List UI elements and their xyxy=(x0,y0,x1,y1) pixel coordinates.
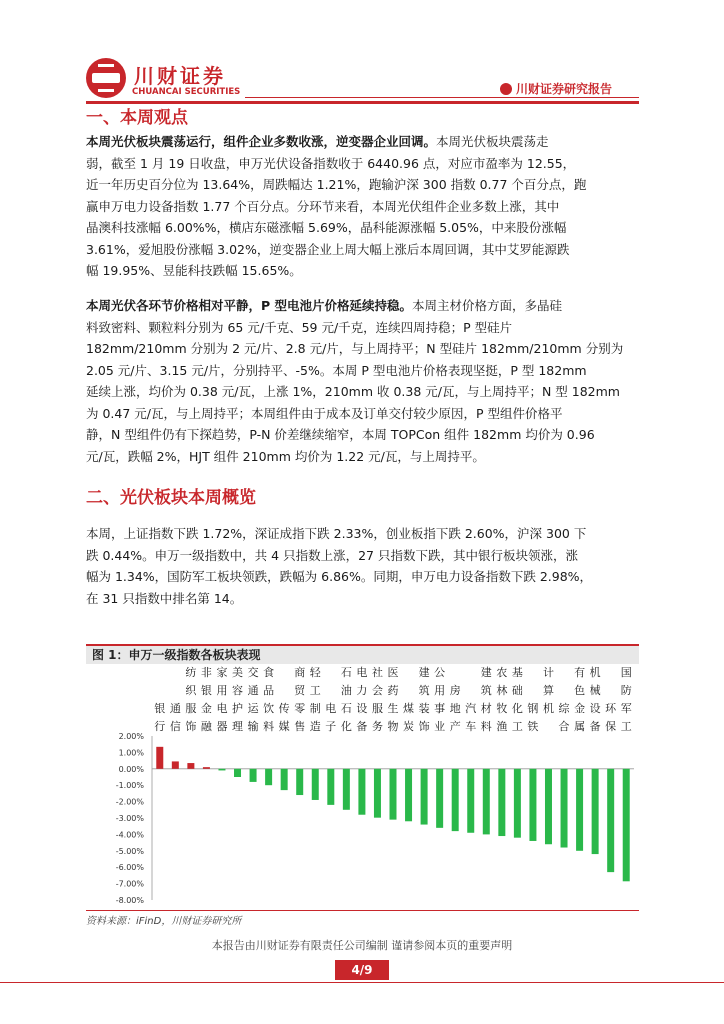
category-label: 信 xyxy=(169,720,181,733)
bar xyxy=(607,769,614,872)
category-label: 炭 xyxy=(403,720,415,733)
category-label: 设 xyxy=(589,702,601,715)
y-tick-label: -2.00% xyxy=(115,797,144,807)
section-2-p1-line: 本周，上证指数下跌 1.72%，深证成指下跌 2.33%，创业板指下跌 2.60%，沪深 300 下 xyxy=(86,526,587,541)
category-label: 非 xyxy=(200,666,212,679)
category-label: 农 xyxy=(496,666,508,679)
category-label: 煤 xyxy=(403,702,415,715)
category-label: 通 xyxy=(169,702,181,715)
bar xyxy=(529,769,536,841)
figure-source: 资料来源：iFinD，川财证券研究所 xyxy=(86,916,242,927)
y-tick-label: 0.00% xyxy=(118,764,144,774)
category-label: 料 xyxy=(263,720,275,733)
y-tick-label: -6.00% xyxy=(115,863,144,873)
figure-bottom-rule xyxy=(86,910,639,911)
category-label: 轻 xyxy=(309,666,321,679)
bar xyxy=(514,769,521,838)
section-1-p2-line: 料致密料、颗粒料分别为 65 元/千克、59 元/千克，连续四周持稳；P 型硅片 xyxy=(86,319,513,335)
category-label: 饰 xyxy=(185,720,197,733)
bar xyxy=(343,769,350,810)
category-label: 设 xyxy=(356,702,368,715)
category-label: 国 xyxy=(620,666,632,679)
section-1-p1-line: 近一年历史百分位为 13.64%，周跌幅达 1.21%，跑输沪深 300 指数 0.77 个百分点，跑 xyxy=(86,177,587,192)
bar xyxy=(218,769,225,771)
section-1-p1-line: 3.61%，爱旭股份涨幅 3.02%，逆变器企业上周大幅上涨后本周回调，其中艾罗能源跌 xyxy=(86,241,570,257)
category-label: 服 xyxy=(371,702,383,715)
category-label: 通 xyxy=(247,684,259,697)
category-label: 石 xyxy=(340,702,352,715)
report-logo-icon xyxy=(500,83,512,95)
category-label: 机 xyxy=(542,702,554,715)
category-label: 银 xyxy=(154,702,166,715)
category-label: 商 xyxy=(294,666,306,679)
bar xyxy=(358,769,365,815)
section-1-p2-line: 静，N 型组件仍有下探趋势，P-N 价差继续缩窄，本周 TOPCon 组件 182mm 均价为 0.96 xyxy=(86,427,595,442)
section-2-p1-line: 幅为 1.34%，国防军工板块领跌，跌幅为 6.86%。同期，申万电力设备指数下跌 2.98%， xyxy=(86,569,593,584)
bar-chart xyxy=(86,664,639,909)
category-label: 用 xyxy=(216,684,228,697)
y-tick-label: -5.00% xyxy=(115,846,144,856)
figure-title: 图 1：申万一级指数各板块表现 xyxy=(92,648,261,662)
category-label: 基 xyxy=(511,666,523,679)
category-label: 牧 xyxy=(496,702,508,715)
category-label: 备 xyxy=(356,720,368,733)
section-1-paragraph-2 xyxy=(86,295,639,467)
page-number: 4/9 xyxy=(335,960,389,980)
section-1-p2-line: 元/瓦，跌幅 2%，HJT 组件 210mm 均价为 1.22 元/瓦，与上周持平。 xyxy=(86,448,485,464)
bar xyxy=(545,769,552,844)
category-label: 金 xyxy=(200,702,212,715)
section-1-p1-line: 幅 19.95%、昱能科技跌幅 15.65%。 xyxy=(86,263,302,278)
section-1-p2-line: 182mm/210mm 分别为 2 元/片、2.8 元/片，与上周持平；N 型硅片 182mm/210mm 分别为 xyxy=(86,341,624,356)
category-label: 会 xyxy=(371,684,383,697)
section-2-paragraph-1 xyxy=(86,523,639,609)
category-label: 有 xyxy=(574,666,586,679)
section-1-paragraph-1 xyxy=(86,131,639,282)
category-label: 理 xyxy=(232,720,244,733)
category-label: 行 xyxy=(154,720,166,733)
category-label: 础 xyxy=(511,684,523,697)
category-label: 备 xyxy=(589,720,601,733)
bar xyxy=(436,769,443,828)
category-label: 事 xyxy=(434,702,446,715)
category-label: 保 xyxy=(605,720,617,733)
category-label: 军 xyxy=(620,702,632,715)
bar xyxy=(452,769,459,831)
section-2-title: 二、光伏板块本周概览 xyxy=(86,488,256,508)
section-2-p1-line: 跌 0.44%。申万一级指数中，共 4 只指数上涨，27 只指数下跌，其中银行板块领涨，涨 xyxy=(86,547,578,563)
section-1-title: 一、本周观点 xyxy=(86,108,188,128)
category-label: 钢 xyxy=(527,702,539,715)
category-label: 交 xyxy=(247,666,259,679)
category-label: 运 xyxy=(247,702,259,715)
category-label: 零 xyxy=(294,702,306,715)
category-label: 工 xyxy=(620,720,632,733)
category-label: 地 xyxy=(449,702,461,715)
category-label: 筑 xyxy=(480,684,492,697)
category-label: 化 xyxy=(340,720,352,733)
category-label: 汽 xyxy=(465,702,477,715)
category-label: 房 xyxy=(449,684,461,697)
category-label: 社 xyxy=(371,666,383,679)
section-1-p2-line: 为 0.47 元/瓦，与上周持平；本周组件由于成本及订单交付较少原因，P 型组件价格平 xyxy=(86,405,563,421)
bar xyxy=(312,769,319,800)
bar xyxy=(561,769,568,848)
category-label: 用 xyxy=(434,684,446,697)
category-label: 容 xyxy=(232,684,244,697)
bar xyxy=(250,769,257,782)
section-1-p1-line: 本周光伏板块震荡运行，组件企业多数收涨，逆变器企业回调。本周光伏板块震荡走 xyxy=(86,134,549,149)
category-label: 属 xyxy=(574,720,586,733)
section-1-p2-line: 本周光伏各环节价格相对平静，P 型电池片价格延续持稳。本周主材价格方面，多晶硅 xyxy=(86,298,563,313)
logo-mark-bar xyxy=(92,73,120,83)
category-label: 食 xyxy=(263,666,275,679)
bar xyxy=(483,769,490,835)
category-label: 林 xyxy=(496,684,508,697)
category-label: 石 xyxy=(340,666,352,679)
category-label: 化 xyxy=(511,702,523,715)
category-label: 贸 xyxy=(294,684,306,697)
category-label: 铁 xyxy=(527,720,539,733)
category-label: 计 xyxy=(542,666,554,679)
bold-lead: 本周光伏板块震荡运行，组件企业多数收涨，逆变器企业回调。 xyxy=(86,134,437,149)
bar xyxy=(172,761,179,768)
category-label: 器 xyxy=(216,720,228,733)
y-tick-label: -4.00% xyxy=(115,830,144,840)
category-label: 传 xyxy=(278,702,290,715)
section-1-p1-line: 晶澳科技涨幅 6.00%%，横店东磁涨幅 5.69%，晶科能源涨幅 5.05%，中来股份涨幅 xyxy=(86,220,567,235)
bar xyxy=(187,763,194,769)
category-label: 家 xyxy=(216,666,228,679)
bar xyxy=(592,769,599,854)
bar xyxy=(203,767,210,769)
category-label: 子 xyxy=(325,720,337,733)
y-tick-label: -7.00% xyxy=(115,879,144,889)
category-label: 织 xyxy=(185,684,197,697)
category-label: 综 xyxy=(558,702,570,715)
category-label: 油 xyxy=(340,684,352,697)
category-label: 装 xyxy=(418,702,430,715)
section-2-p1-line: 在 31 只指数中排名第 14。 xyxy=(86,590,243,606)
category-label: 色 xyxy=(574,684,586,697)
y-tick-label: 1.00% xyxy=(118,748,144,758)
category-label: 公 xyxy=(434,666,446,679)
category-label: 力 xyxy=(356,684,368,697)
bar xyxy=(374,769,381,818)
section-1-p1-line: 赢申万电力设备指数 1.77 个百分点。分环节来看，本周光伏组件企业多数上涨，其中 xyxy=(86,198,560,214)
category-label: 械 xyxy=(589,684,601,697)
category-label: 护 xyxy=(232,702,244,715)
category-label: 输 xyxy=(247,720,259,733)
category-label: 融 xyxy=(200,720,212,733)
category-label: 媒 xyxy=(278,720,290,733)
category-label: 务 xyxy=(371,720,383,733)
category-label: 筑 xyxy=(418,684,430,697)
bar xyxy=(498,769,505,836)
footer-disclaimer: 本报告由川财证券有限责任公司编制 谨请参阅本页的重要声明 xyxy=(211,939,513,952)
category-label: 电 xyxy=(356,666,368,679)
bar xyxy=(421,769,428,825)
report-label-text: 川财证券研究报告 xyxy=(516,82,613,96)
category-label: 业 xyxy=(434,720,446,733)
bar xyxy=(467,769,474,833)
bar xyxy=(234,769,241,777)
y-tick-label: -3.00% xyxy=(115,814,144,823)
category-label: 算 xyxy=(542,684,554,697)
category-label: 车 xyxy=(465,720,477,733)
y-tick-label: -8.00% xyxy=(115,896,144,905)
category-label: 机 xyxy=(589,666,601,679)
category-label: 制 xyxy=(309,702,321,715)
category-label: 料 xyxy=(480,720,492,733)
bar xyxy=(265,769,272,785)
category-label: 银 xyxy=(200,684,212,697)
category-label: 防 xyxy=(620,684,632,697)
bar xyxy=(327,769,334,805)
category-label: 纺 xyxy=(185,666,197,679)
category-label: 药 xyxy=(387,684,399,697)
category-label: 服 xyxy=(185,702,197,715)
category-label: 医 xyxy=(387,666,399,679)
category-label: 物 xyxy=(387,720,399,733)
category-label: 产 xyxy=(449,720,461,733)
category-label: 工 xyxy=(309,684,321,697)
bold-lead: 本周光伏各环节价格相对平静，P 型电池片价格延续持稳。 xyxy=(86,298,413,313)
category-label: 环 xyxy=(605,702,617,715)
y-tick-label: 2.00% xyxy=(118,732,144,741)
category-label: 饰 xyxy=(418,720,430,733)
category-label: 电 xyxy=(325,702,337,715)
company-name-en: CHUANCAI SECURITIES xyxy=(132,87,241,97)
category-label: 合 xyxy=(558,720,570,733)
bar xyxy=(156,747,163,769)
category-label: 生 xyxy=(387,702,399,715)
bar xyxy=(296,769,303,795)
bar xyxy=(281,769,288,790)
category-label: 电 xyxy=(216,702,228,715)
category-label: 建 xyxy=(418,666,430,679)
bar xyxy=(390,769,397,820)
section-1-p2-line: 2.05 元/片、3.15 元/片，分别持平、-5%。本周 P 型电池片价格表现坚挺，P 型 182mm xyxy=(86,362,587,378)
bar xyxy=(576,769,583,851)
y-tick-label: -1.00% xyxy=(115,781,144,791)
section-1-p2-line: 延续上涨，均价为 0.38 元/瓦，上涨 1%，210mm 收 0.38 元/瓦，与上周持平；N 型 182mm xyxy=(86,384,620,399)
header-divider xyxy=(245,97,639,98)
company-name-cn: 川财证券 xyxy=(134,64,226,88)
category-label: 渔 xyxy=(496,720,508,733)
category-label: 材 xyxy=(480,702,492,715)
bar xyxy=(623,769,630,882)
category-label: 建 xyxy=(480,666,492,679)
bar xyxy=(405,769,412,821)
category-label: 金 xyxy=(574,702,586,715)
category-label: 造 xyxy=(309,720,321,733)
report-label xyxy=(500,80,612,97)
category-label: 饮 xyxy=(263,702,275,715)
category-label: 工 xyxy=(511,720,523,733)
footer-rule xyxy=(0,982,724,983)
section-1-p1-line: 弱，截至 1 月 19 日收盘，申万光伏设备指数收于 6440.96 点，对应市盈率为 12.55， xyxy=(86,155,576,171)
category-label: 售 xyxy=(294,720,306,733)
category-label: 品 xyxy=(263,684,275,697)
category-label: 美 xyxy=(232,666,244,679)
